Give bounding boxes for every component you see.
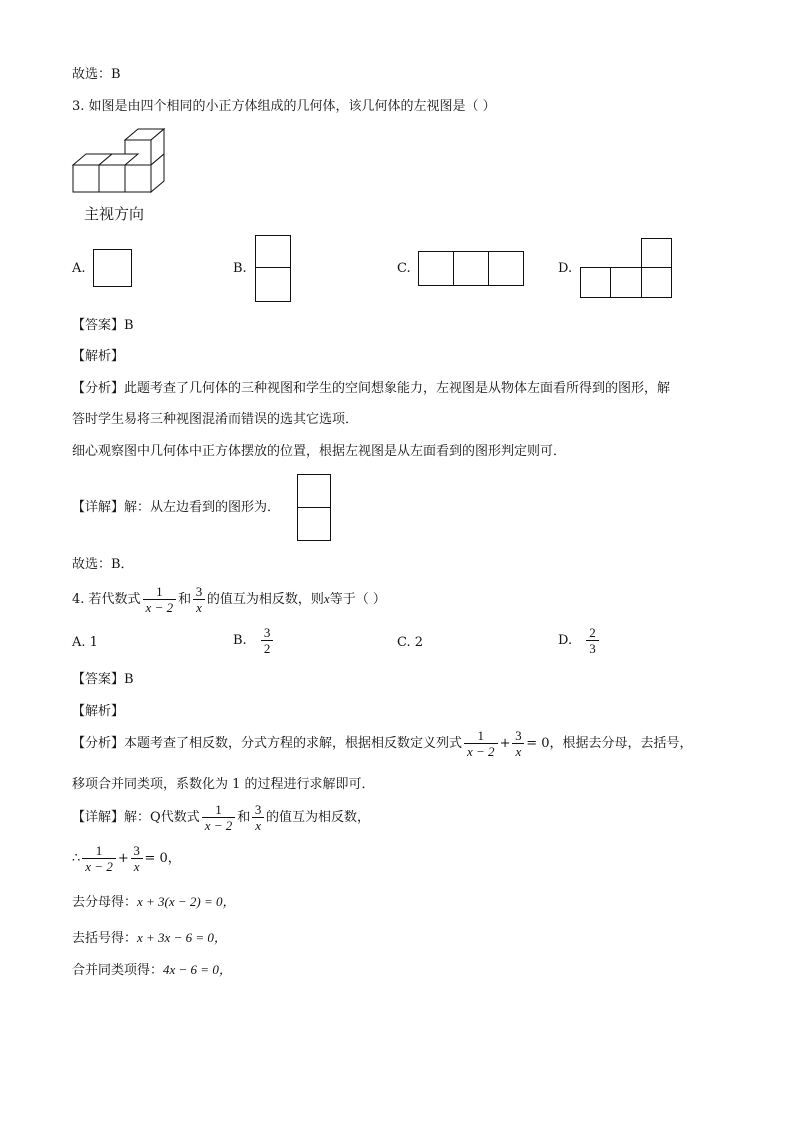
q4-detail-frac-2 <box>252 802 264 833</box>
q4-option-c: C. 2 <box>397 635 424 650</box>
q4-step-1 <box>72 893 236 912</box>
q4-step-frac-2 <box>131 843 143 874</box>
q4-frac2-den: x <box>193 599 205 615</box>
q4-step2-label: 去括号得： <box>72 931 138 946</box>
q4-step-frac1-den: x − 2 <box>82 858 116 874</box>
option-b-label: B. <box>233 261 247 276</box>
detail-square-bottom <box>297 507 331 541</box>
q3-stem: 3. 如图是由四个相同的小正方体组成的几何体，该几何体的左视图是（ ） <box>72 99 496 114</box>
q4-analysis-frac2-den: x <box>512 743 524 759</box>
cube-front-2 <box>99 165 125 192</box>
q4-option-d <box>558 625 601 656</box>
q4-step-frac2-den: x <box>131 858 143 874</box>
q4-fraction-2 <box>193 584 205 615</box>
q4-step1-label: 去分母得： <box>72 895 138 910</box>
q4-analysis-2: 移项合并同类项，系数化为 1 的过程进行求解即可． <box>72 777 375 792</box>
q4-detail-frac1-num: 1 <box>215 802 222 817</box>
q4-analysis-1a: 【分析】本题考查了相反数，分式方程的求解，根据相反数定义列式 <box>72 736 463 751</box>
q4-analysis-1 <box>72 728 693 759</box>
q4-analysis-zero: = 0 <box>526 736 550 751</box>
q4-detail <box>72 802 370 833</box>
option-b-square-bottom <box>255 267 291 302</box>
q4-analysis-frac1-num: 1 <box>477 728 485 743</box>
q4-analysis-frac1-den: x − 2 <box>464 743 498 759</box>
q4-analysis-title: 【解析】 <box>72 704 125 719</box>
q4-option-b-den: 2 <box>261 640 274 656</box>
q2-answer-line: 故选：B <box>72 67 121 82</box>
cube-figure <box>70 126 170 198</box>
option-a-label: A. <box>72 261 86 276</box>
q4-analysis-frac-2 <box>512 728 524 759</box>
q4-frac1-den: x − 2 <box>143 599 177 615</box>
option-c-square-2 <box>453 251 489 286</box>
figure-caption: 主视方向 <box>84 205 145 223</box>
q3-choose: 故选：B． <box>72 557 134 572</box>
q3-analysis-title: 【解析】 <box>72 349 125 364</box>
q4-option-b-num: 3 <box>263 625 271 640</box>
q4-analysis-frac2-num: 3 <box>515 728 522 743</box>
q3-analysis-2: 答时学生易将三种视图混淆而错误的选其它选项． <box>72 412 359 427</box>
q4-option-a: A. 1 <box>72 635 98 650</box>
q4-detail-a: 【详解】解： <box>72 810 151 825</box>
q4-step1-eq: x + 3(x − 2) = 0， <box>137 894 236 909</box>
q4-step-zero: = 0， <box>144 851 181 866</box>
option-d-square-3 <box>641 267 672 298</box>
q4-detail-frac1-den: x − 2 <box>202 817 236 833</box>
because-symbol: Q <box>150 810 161 825</box>
q4-option-b <box>233 625 275 656</box>
cube-front-3 <box>125 165 151 192</box>
q4-detail-d: 的值互为相反数， <box>266 810 371 825</box>
q4-detail-c: 和 <box>237 810 251 825</box>
option-c-label: C. <box>397 261 411 276</box>
q4-option-d-num: 2 <box>589 625 596 640</box>
q4-step-3 <box>72 961 232 980</box>
option-b-square-top <box>255 235 291 268</box>
option-c-square-1 <box>418 251 454 286</box>
q4-option-b-frac <box>261 625 274 656</box>
q3-analysis-3: 细心观察图中几何体中正方体摆放的位置，根据左视图是从左面看到的图形判定则可． <box>72 444 567 459</box>
q4-analysis-frac-1 <box>464 728 498 759</box>
q4-detail-frac2-num: 3 <box>254 802 262 817</box>
q4-stem <box>72 584 386 615</box>
q3-answer: 【答案】B <box>72 318 134 333</box>
q4-analysis-1b: ，根据去分母，去括号， <box>549 736 693 751</box>
q4-stem-suffix: 的值互为相反数，则 <box>206 592 324 607</box>
q3-detail: 【详解】解：从左边看到的图形为． <box>72 500 281 515</box>
q4-detail-frac-1 <box>202 802 236 833</box>
cube-front-1 <box>73 165 99 192</box>
q4-step-plus: + <box>117 851 129 866</box>
option-d-square-1 <box>580 267 611 298</box>
q4-option-b-label: B. <box>233 633 247 648</box>
q4-stem-prefix: 4. 若代数式 <box>72 592 141 607</box>
option-d-square-2 <box>610 267 642 298</box>
q4-analysis-plus: + <box>499 736 511 751</box>
q4-step-frac2-num: 3 <box>133 843 140 858</box>
q4-frac1-num: 1 <box>156 584 163 599</box>
q4-stem-end: 等于（ ） <box>329 592 386 607</box>
q4-frac2-num: 3 <box>195 584 203 599</box>
q4-detail-b: 代数式 <box>160 810 200 825</box>
option-c-square-3 <box>488 251 524 286</box>
q3-analysis-1: 【分析】此题考查了几何体的三种视图和学生的空间想象能力，左视图是从物体左面看所得到的图形，解 <box>72 381 671 396</box>
therefore-symbol: ∴ <box>72 851 81 866</box>
q4-fraction-1 <box>143 584 177 615</box>
q4-stem-var: x <box>323 591 330 606</box>
q4-stem-mid: 和 <box>178 592 192 607</box>
q4-therefore-line <box>72 843 181 874</box>
q4-option-d-frac <box>586 625 599 656</box>
q4-step3-label: 合并同类项得： <box>72 963 164 978</box>
option-d-label: D. <box>558 261 573 276</box>
q4-option-d-label: D. <box>558 633 573 648</box>
q4-step3-eq: 4x − 6 = 0， <box>163 962 232 977</box>
q4-detail-frac2-den: x <box>252 817 264 833</box>
option-a-figure <box>93 249 132 287</box>
q4-answer: 【答案】B <box>72 672 134 687</box>
q4-step2-eq: x + 3x − 6 = 0， <box>137 930 227 945</box>
option-d-square-top <box>641 238 672 268</box>
q4-step-frac1-num: 1 <box>95 843 103 858</box>
q4-option-d-den: 3 <box>586 640 599 656</box>
q4-step-2 <box>72 929 227 948</box>
detail-square-top <box>297 474 331 508</box>
q4-step-frac-1 <box>82 843 116 874</box>
